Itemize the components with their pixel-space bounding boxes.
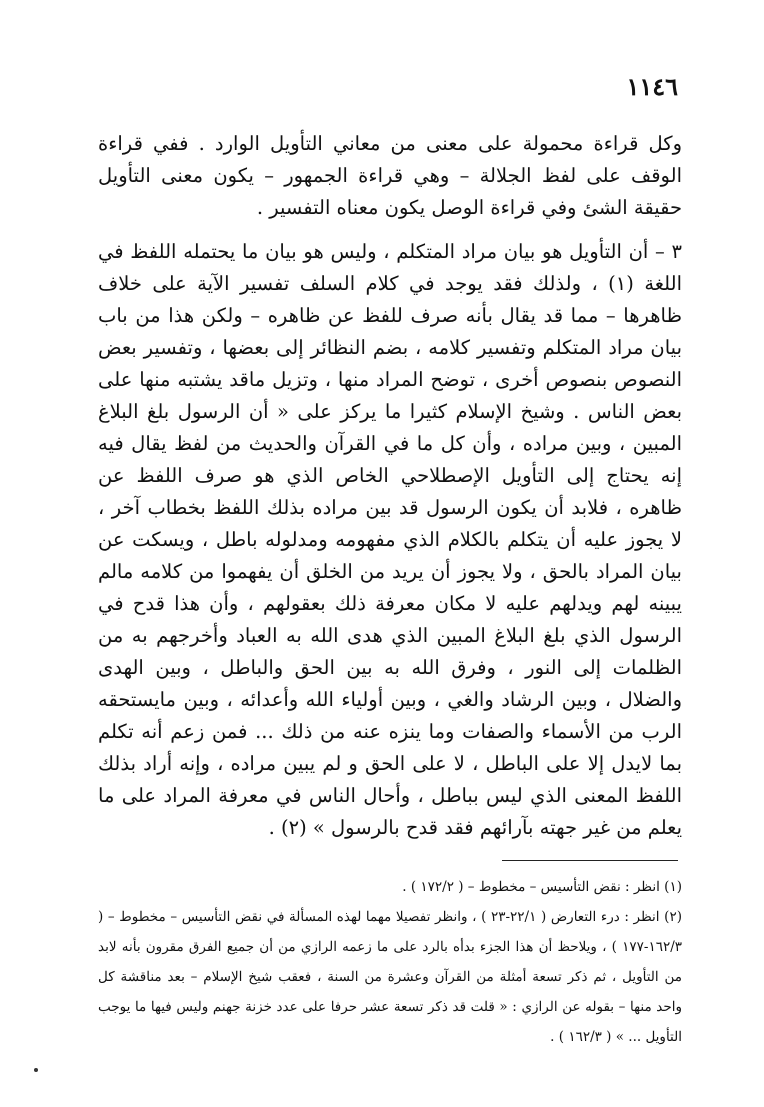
footnote-1: (١) انظر : نقض التأسيس – مخطوط – ( ١٧٢/٢ ) . bbox=[402, 879, 682, 895]
body-text bbox=[98, 128, 682, 844]
scan-dot bbox=[34, 1068, 38, 1072]
paragraph-2: ٣ – أن التأويل هو بيان مراد المتكلم ، وليس هو بيان ما يحتمله اللفظ في اللغة (١) ، ولذلك فقد يوجد في كلام السلف تفسير الآية على خلاف ظاهرها – مما قد يقال بأنه صرف للفظ عن ظاهره – ولكن هذا من باب بيان مراد المتكلم وتفسير كلامه ، بضم النظائر إلى بعضها ، وتفسير بعض النصوص بنصوص أخرى ، توضح المراد منها ، وتزيل ماقد يشتبه منها على بعض الناس . وشيخ الإسلام كثيرا ما يركز على « أن الرسول بلغ البلاغ المبين ، وبين مراده ، وأن كل ما في القرآن والحديث من لفظ يقال فيه إنه يحتاج إلى التأويل الإصطلاحي الخاص الذي هو صرف اللفظ عن ظاهره ، فلابد أن يكون الرسول قد بين مراده بذلك اللفظ بخطاب آخر ، لا يجوز عليه أن يتكلم بالكلام الذي مفهومه ومدلوله باطل ، ويسكت عن بيان المراد بالحق ، ولا يجوز أن يريد من الخلق أن يفهموا من كلامه مالم يبينه لهم ويدلهم عليه لا مكان معرفة ذلك بعقولهم ، وأن هذا قدح في الرسول الذي بلغ البلاغ المبين الذي هدى الله به العباد وأخرجهم به من الظلمات إلى النور ، وفرق الله به بين الحق والباطل ، وبين الهدى والضلال ، وبين الرشاد والغي ، وبين أولياء الله وأعدائه ، وبين مايستحقه الرب من الأسماء والصفات وما ينزه عنه من ذلك ... فمن زعم أنه تكلم بما لايدل إلا على الباطل ، لا على الحق و لم يبين مراده ، وإنه أراد بذلك اللفظ المعنى الذي ليس بباطل ، وأحال الناس في معرفة المراد على ما يعلم من غير جهته بآرائهم فقد قدح بالرسول » (٢) . bbox=[98, 240, 682, 839]
footnote-separator bbox=[502, 860, 678, 861]
page-number: ١١٤٦ bbox=[626, 72, 678, 101]
footnote-2: (٢) انظر : درء التعارض ( ٢٢/١-٢٣ ) ، وانظر تفصيلا مهما لهذه المسألة في نقض التأسيس – مخطوط – ( ١٦٢/٣-١٧٧ ) ، ويلاحظ أن هذا الجزء بدأه بالرد على ما زعمه الرازي من أن جميع الفرق مقرون بأنه لابد من التأويل ، ثم ذكر تسعة أمثلة من القرآن وعشرة من السنة ، فعقب شيخ الإسلام – بعد مناقشة كل واحد منها – بقوله عن الرازي : « قلت قد ذكر تسعة عشر حرفا على عدد خزنة جهنم وليس فيها ما يوجب التأويل ... » ( ١٦٢/٣ ) . bbox=[98, 909, 682, 1045]
paragraph-1: وكل قراءة محمولة على معنى من معاني التأويل الوارد . ففي قراءة الوقف على لفظ الجلالة – وهي قراءة الجمهور – يكون معنى التأويل حقيقة الشئ وفي قراءة الوصل يكون معناه التفسير . bbox=[98, 132, 682, 219]
footnotes bbox=[98, 872, 682, 1052]
